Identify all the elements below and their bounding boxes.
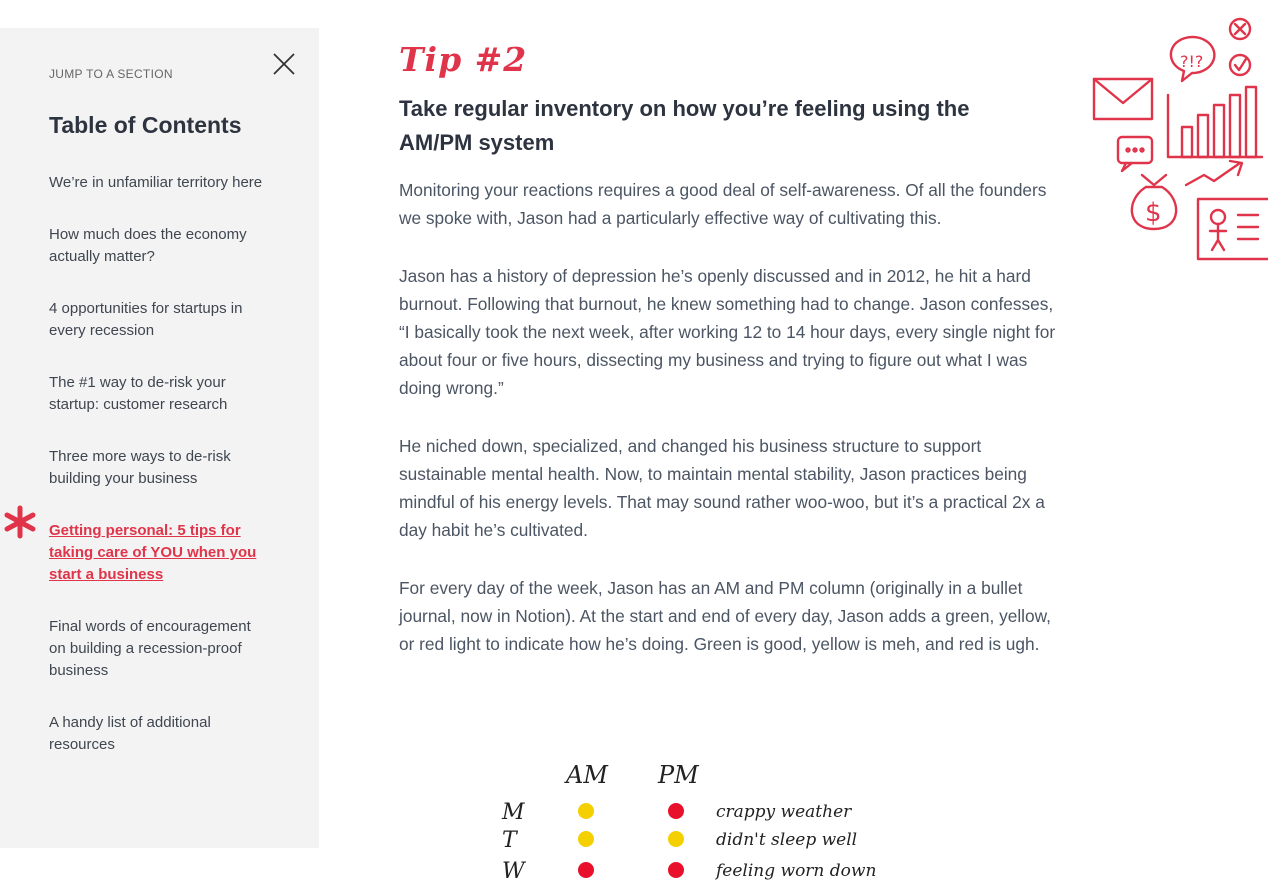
article-paragraph: For every day of the week, Jason has an AM and PM column (originally in a bullet journal, now in Notion). At the start and end of every day, Jason adds a green, yellow, or red light to indicate how he’s doing. Green is good, yellow is meh, and red is ugh. bbox=[399, 578, 1051, 654]
pm-mood-dot bbox=[668, 831, 684, 847]
article-headline: Take regular inventory on how you’re feeling using the AM/PM system bbox=[399, 96, 970, 155]
svg-text:?!?: ?!? bbox=[1180, 52, 1204, 71]
trend-arrow-doodle-icon bbox=[1186, 161, 1242, 185]
article-paragraph: Monitoring your reactions requires a good deal of self-awareness. Of all the founders we spoke with, Jason had a particularly effective way of cultivating this. bbox=[399, 180, 1047, 228]
close-icon[interactable] bbox=[272, 52, 296, 76]
am-mood-dot bbox=[578, 831, 594, 847]
pm-column-header: PM bbox=[658, 761, 699, 789]
pm-mood-dot bbox=[668, 803, 684, 819]
id-card-doodle-icon bbox=[1198, 199, 1268, 259]
svg-text:$: $ bbox=[1145, 198, 1162, 228]
toc-kicker: JUMP TO A SECTION bbox=[49, 67, 173, 81]
toc-item[interactable]: Getting personal: 5 tips for taking care of YOU when you start a business bbox=[49, 522, 257, 583]
chat-bubble-doodle-icon bbox=[1118, 137, 1152, 171]
mood-note: feeling worn down bbox=[716, 861, 877, 881]
am-mood-dot bbox=[578, 862, 594, 878]
toc-item[interactable]: A handy list of additional resources bbox=[49, 714, 211, 753]
am-mood-dot bbox=[578, 803, 594, 819]
am-pm-mood-chart bbox=[490, 750, 930, 886]
mood-note: crappy weather bbox=[716, 802, 852, 822]
toc-item[interactable]: Three more ways to de-risk building your business bbox=[49, 448, 231, 487]
toc-item[interactable]: 4 opportunities for startups in every recession bbox=[49, 300, 243, 339]
tip-label: Tip #2 bbox=[399, 40, 528, 79]
envelope-icon bbox=[1094, 79, 1152, 119]
toc-panel bbox=[0, 28, 319, 848]
article-paragraph: Jason has a history of depression he’s openly discussed and in 2012, he hit a hard burnout. Following that burnout, he knew something had to change. Jason confesses, “I basically took the next week, after working 12 to 14 hour days, every single night for about four or five hours, dissecting my business and trying to figure out what I was doing wrong.” bbox=[399, 266, 1056, 398]
toc-item[interactable]: How much does the economy actually matter? bbox=[49, 226, 247, 265]
toc-item[interactable]: The #1 way to de-risk your startup: customer research bbox=[49, 374, 228, 413]
day-label: M bbox=[502, 800, 525, 825]
toc-item[interactable]: We’re in unfamiliar territory here bbox=[49, 174, 263, 191]
day-label: W bbox=[502, 859, 525, 884]
question-bubble-icon bbox=[1171, 37, 1215, 81]
pm-mood-dot bbox=[668, 862, 684, 878]
check-circle-doodle-icon bbox=[1230, 55, 1250, 75]
bar-chart-doodle-icon bbox=[1168, 87, 1262, 157]
business-doodle-illustration bbox=[1090, 15, 1268, 265]
day-label: T bbox=[502, 828, 517, 853]
asterisk-icon bbox=[3, 505, 37, 539]
am-column-header: AM bbox=[566, 761, 608, 789]
toc-title: Table of Contents bbox=[49, 112, 242, 138]
article-paragraph: He niched down, specialized, and changed his business structure to support sustainable mental health. Now, to maintain mental stability, Jason practices being mindful of his energy levels. That may sound rather woo-woo, but it’s a practical 2x a day habit he’s cultivated. bbox=[399, 436, 1045, 540]
close-circle-doodle-icon bbox=[1230, 19, 1250, 39]
toc-list bbox=[49, 172, 271, 786]
toc-item[interactable]: Final words of encouragement on building a recession-proof business bbox=[49, 618, 251, 679]
money-bag-doodle-icon bbox=[1132, 175, 1176, 229]
mood-note: didn't sleep well bbox=[716, 830, 858, 850]
